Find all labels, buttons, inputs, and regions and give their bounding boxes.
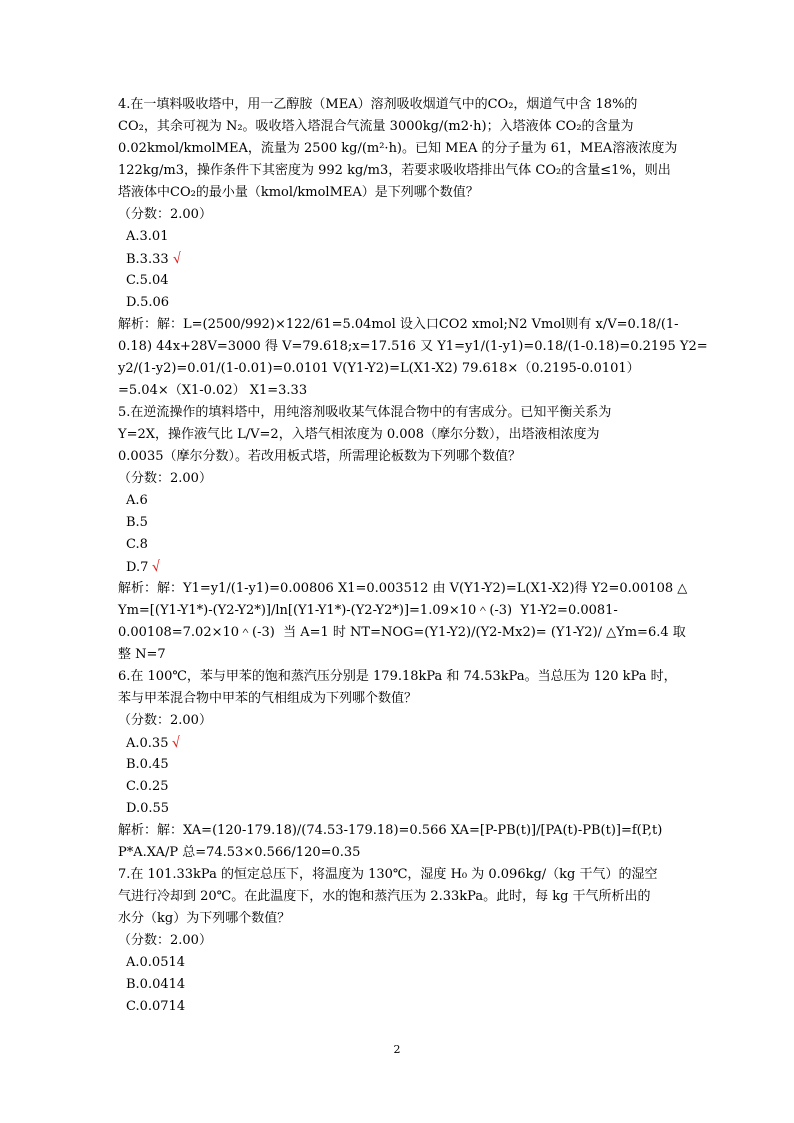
score: （分数：2.00）: [118, 933, 212, 948]
question-text: 7.在 101.33kPa 的恒定总压下，将温度为 130℃，湿度 H₀ 为 0.096kg/（kg 干气）的湿空: [118, 867, 658, 882]
option-label: B.0.0414: [126, 977, 186, 992]
option: [118, 754, 683, 776]
option-label: C.8: [126, 537, 148, 552]
option: [118, 490, 683, 512]
checkmark-icon: √: [171, 250, 183, 268]
option: [118, 226, 683, 248]
question-text: 苯与甲苯混合物中甲苯的气相组成为下列哪个数值？: [118, 691, 418, 706]
option-label: A.0.0514: [126, 955, 186, 970]
option: [118, 556, 683, 578]
option-label: B.0.45: [126, 757, 169, 772]
option-label: C.0.25: [126, 779, 169, 794]
option: [118, 248, 683, 270]
score: （分数：2.00）: [118, 713, 212, 728]
option-label: B.3.33: [126, 252, 169, 267]
option-label: C.0.0714: [126, 999, 186, 1014]
score: （分数：2.00）: [118, 207, 212, 222]
question-text: CO₂，其余可视为 N₂。吸收塔入塔混合气流量 3000kg/(m2·h)；入塔液体 CO₂的含量为: [118, 119, 634, 134]
option: [118, 270, 683, 292]
question-5: [118, 402, 688, 666]
option-label: D.0.55: [126, 801, 170, 816]
option: [118, 534, 683, 556]
question-text: 气进行冷却到 20℃。在此温度下，水的饱和蒸汽压为 2.33kPa。此时，每 kg 干气所析出的: [118, 889, 651, 904]
option: [118, 776, 683, 798]
analysis-text: 0.18) 44x+28V=3000 得 V=79.618;x=17.516 又 Y1=y1/(1-y1)=0.18/(1-0.18)=0.2195 Y2=: [118, 339, 708, 354]
question-7: [118, 864, 683, 1018]
option: [118, 952, 683, 974]
checkmark-icon: √: [151, 558, 163, 576]
question-text: 122kg/m3，操作条件下其密度为 992 kg/m3，若要求吸收塔排出气体 CO₂的含量≤1%，则出: [118, 163, 671, 178]
question-text: 4.在一填料吸收塔中，用一乙醇胺（MEA）溶剂吸收烟道气中的CO₂，烟道气中含 18%的: [118, 97, 638, 112]
option-label: A.3.01: [126, 229, 169, 244]
option: [118, 732, 683, 754]
analysis-text: 整 N=7: [118, 647, 166, 662]
option-label: D.7: [126, 560, 149, 575]
question-text: 水分（kg）为下列哪个数值？: [118, 911, 291, 926]
question-6: [118, 666, 683, 864]
option: [118, 798, 683, 820]
score: （分数：2.00）: [118, 471, 212, 486]
question-text: 6.在 100℃，苯与甲苯的饱和蒸汽压分别是 179.18kPa 和 74.53kPa。当总压为 120 kPa 时，: [118, 669, 677, 684]
page-content: [118, 94, 708, 1018]
question-text: 0.0035（摩尔分数）。若改用板式塔，所需理论板数为下列哪个数值？: [118, 449, 521, 464]
question-text: 0.02kmol/kmolMEA，流量为 2500 kg/(m²·h)。已知 MEA 的分子量为 61，MEA溶液浓度为: [118, 141, 678, 156]
checkmark-icon: √: [171, 734, 183, 752]
analysis-text: 解析：解：XA=(120-179.18)/(74.53-179.18)=0.566 XA=[P-PB(t)]/[PA(t)-PB(t)]=f(P,t): [118, 823, 663, 838]
analysis-text: Ym=[(Y1-Y1*)-(Y2-Y2*)]/ln[(Y1-Y1*)-(Y2-Y2*)]=1.09×10＾(-3) Y1-Y2=0.0081-: [118, 603, 618, 618]
analysis-text: P*A.XA/P 总=74.53×0.566/120=0.35: [118, 845, 361, 860]
page-number: 2: [393, 1043, 401, 1056]
analysis-text: =5.04×（X1-0.02） X1=3.33: [118, 383, 308, 398]
option: [118, 996, 683, 1018]
option: [118, 512, 683, 534]
question-text: 5.在逆流操作的填料塔中，用纯溶剂吸收某气体混合物中的有害成分。已知平衡关系为: [118, 405, 612, 420]
analysis-text: 解析：解：Y1=y1/(1-y1)=0.00806 X1=0.003512 由 V(Y1-Y2)=L(X1-X2)得 Y2=0.00108 △: [118, 581, 688, 596]
option-label: D.5.06: [126, 295, 170, 310]
option: [118, 292, 683, 314]
analysis-text: 解析：解：L=(2500/992)×122/61=5.04mol 设入口CO2 xmol;N2 Vmol则有 x/V=0.18/(1-: [118, 317, 679, 332]
option-label: C.5.04: [126, 273, 169, 288]
question-text: 塔液体中CO₂的最小量（kmol/kmolMEA）是下列哪个数值？: [118, 185, 479, 200]
option: [118, 974, 683, 996]
question-4: [118, 94, 708, 402]
option-label: A.0.35: [126, 736, 169, 751]
question-text: Y=2X，操作液气比 L/V=2，入塔气相浓度为 0.008（摩尔分数），出塔液相浓度为: [118, 427, 600, 442]
option-label: B.5: [126, 515, 148, 530]
option-label: A.6: [126, 493, 148, 508]
analysis-text: 0.00108=7.02×10＾(-3) 当 A=1 时 NT=NOG=(Y1-Y2)/(Y2-Mx2)= (Y1-Y2)/ △Ym=6.4 取: [118, 625, 686, 640]
analysis-text: y2/(1-y2)=0.01/(1-0.01)=0.0101 V(Y1-Y2)=L(X1-X2) 79.618×（0.2195-0.0101）: [118, 361, 640, 376]
